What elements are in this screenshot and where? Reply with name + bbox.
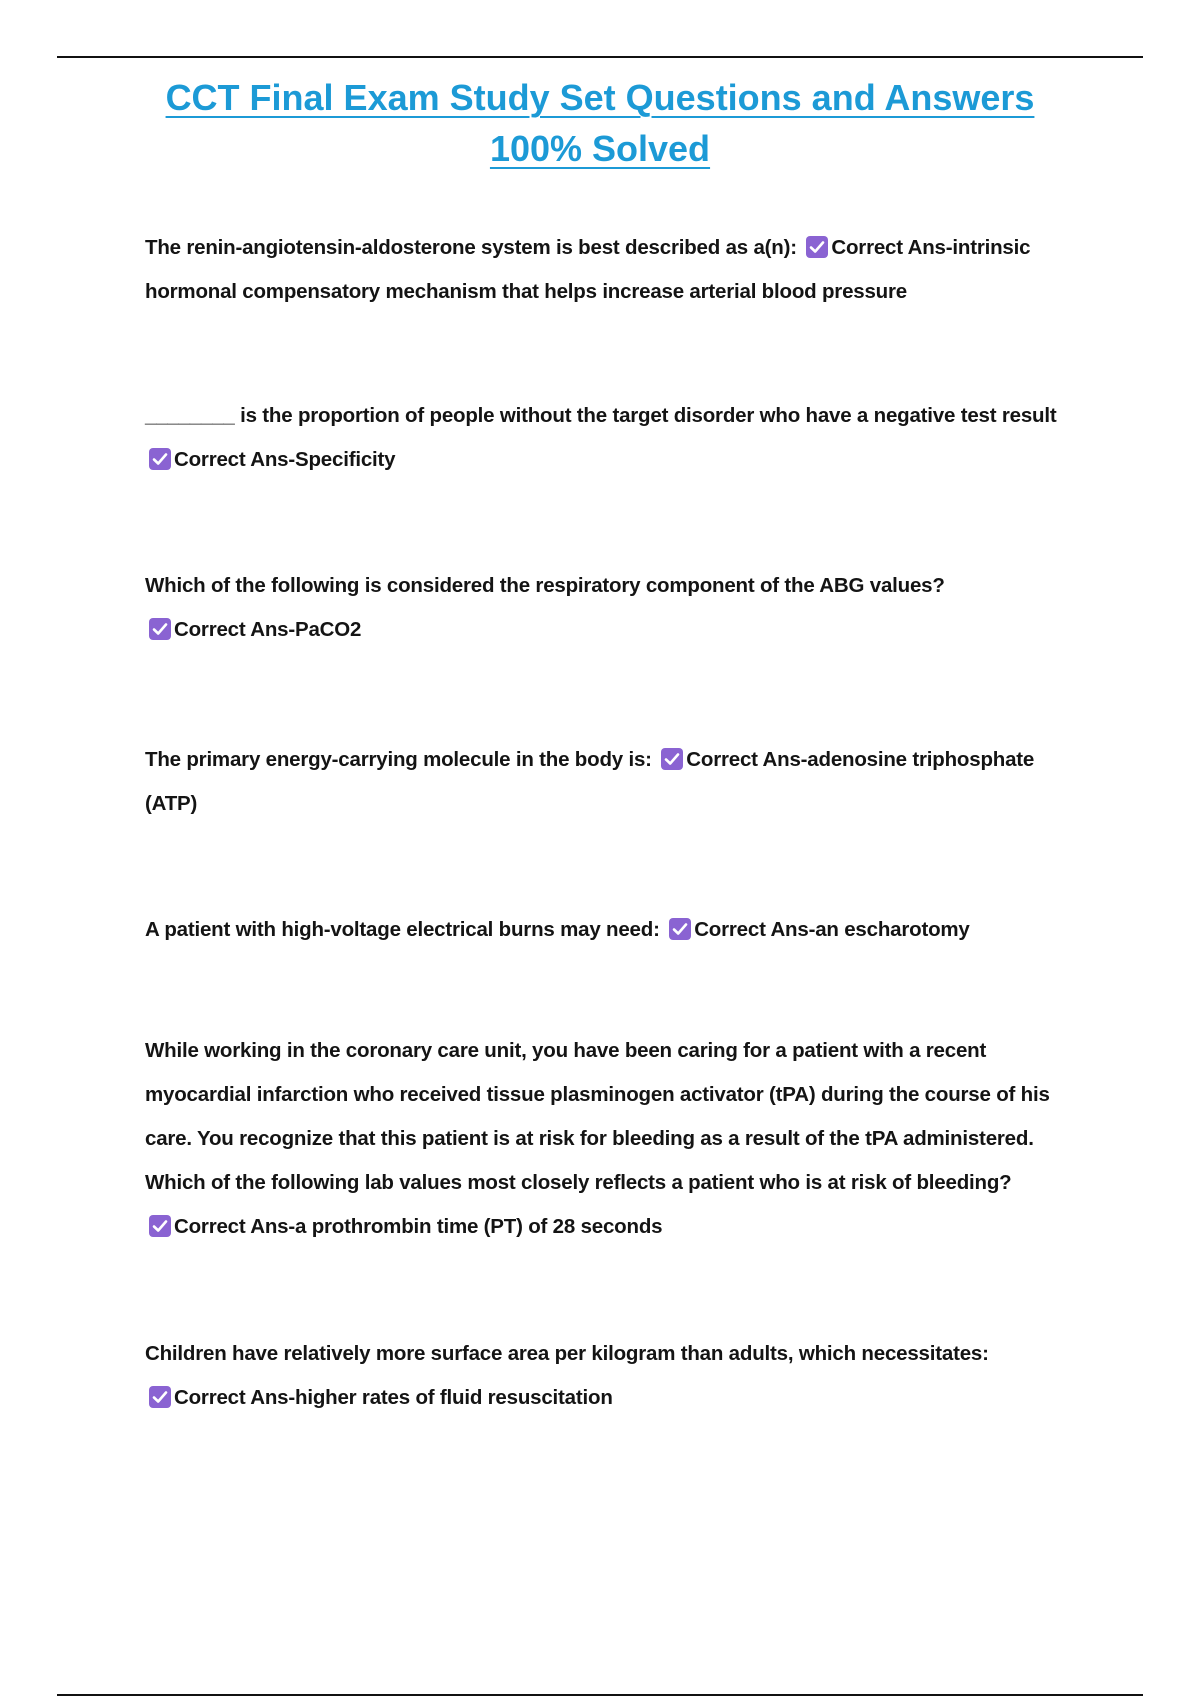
- checkbox-icon: [669, 918, 691, 940]
- checkbox-icon: [806, 236, 828, 258]
- question-text: ________ is the proportion of people without the target disorder who have a negative test result: [145, 404, 1057, 427]
- question-text: A patient with high-voltage electrical burns may need:: [145, 918, 660, 941]
- qa-item-6: [145, 1029, 1090, 1249]
- answer-text: Correct Ans-Specificity: [174, 448, 396, 471]
- checkbox-icon: [149, 1386, 171, 1408]
- answer-text: Correct Ans-a prothrombin time (PT) of 28 seconds: [174, 1215, 663, 1238]
- question-text: Children have relatively more surface area per kilogram than adults, which necessitates:: [145, 1342, 989, 1365]
- title-link[interactable]: CCT Final Exam Study Set Questions and Answers 100% Solved: [165, 77, 1035, 169]
- bottom-rule: [57, 1694, 1143, 1696]
- qa-item-1: [145, 226, 1090, 314]
- question-text: Which of the following is considered the respiratory component of the ABG values?: [145, 574, 945, 597]
- answer-text: Correct Ans-an escharotomy: [694, 918, 970, 941]
- question-text: While working in the coronary care unit, you have been caring for a patient with a recent myocardial infarction who received tissue plasminogen activator (tPA) during the course of his care. You recognize that this patient is at risk for bleeding as a result of the tPA administered. Which of the following lab values most closely reflects a patient who is at risk of bleeding?: [145, 1039, 1050, 1194]
- question-text: The renin-angiotensin-aldosterone system is best described as a(n):: [145, 236, 797, 259]
- answer-text: Correct Ans-adenosine triphosphate (ATP): [145, 748, 1035, 815]
- qa-item-3: [145, 564, 1090, 652]
- checkbox-icon: [149, 448, 171, 470]
- page-title: [120, 72, 1080, 174]
- answer-text: Correct Ans-intrinsic hormonal compensatory mechanism that helps increase arterial blood pressure: [145, 236, 1031, 303]
- checkbox-icon: [661, 748, 683, 770]
- qa-item-7: [145, 1332, 1090, 1420]
- qa-item-5: [145, 908, 1090, 952]
- top-rule: [57, 56, 1143, 58]
- checkbox-icon: [149, 618, 171, 640]
- answer-text: Correct Ans-higher rates of fluid resuscitation: [174, 1386, 613, 1409]
- checkbox-icon: [149, 1215, 171, 1237]
- question-text: The primary energy-carrying molecule in the body is:: [145, 748, 652, 771]
- qa-item-4: [145, 738, 1090, 826]
- answer-text: Correct Ans-PaCO2: [174, 618, 362, 641]
- qa-item-2: [145, 394, 1090, 482]
